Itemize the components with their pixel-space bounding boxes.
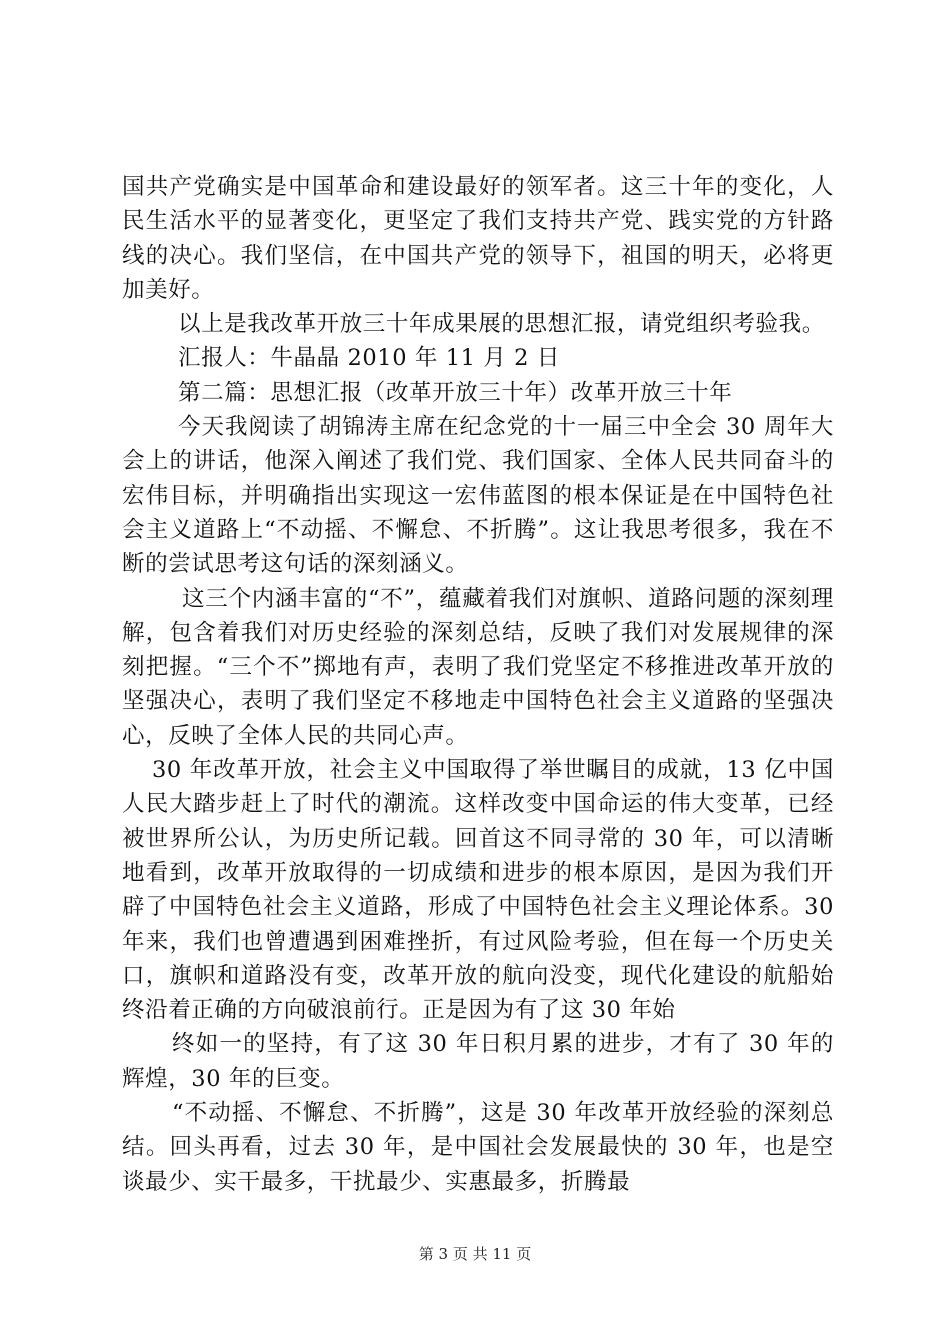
- paragraph-report-request: 以上是我改革开放三十年成果展的思想汇报，请党组织考验我。: [178, 311, 825, 338]
- paragraph-persistence: 终如一的坚持，有了这 30 年日积月累的进步，才有了 30 年的辉煌，30 年的巨变。: [122, 1031, 834, 1092]
- paragraph-speech-reading: 今天我阅读了胡锦涛主席在纪念党的十一届三中全会 30 周年大会上的讲话，他深入阐述了我们党、我们国家、全体人民共同奋斗的宏伟目标，并明确指出实现这一宏伟蓝图的根本保证是在中国特色社会主义道路上“不动摇、不懈怠、不折腾”。这让我思考很多，我在不断的尝试思考这句话的深刻涵义。: [122, 414, 834, 578]
- paragraph-experience-summary: “不动摇、不懈怠、不折腾”，这是 30 年改革开放经验的深刻总结。回头再看，过去 30 年，是中国社会发展最快的 30 年，也是空谈最少、实干最多，干扰最少、实惠最多，折腾最: [122, 1100, 834, 1195]
- paragraph-reporter-signature: 汇报人：牛晶晶 2010 年 11 月 2 日: [178, 345, 560, 372]
- section-heading-second-article: 第二篇：思想汇报（改革开放三十年）改革开放三十年: [178, 379, 733, 406]
- document-body: [122, 170, 834, 1199]
- paragraph-closing-belief: 国共产党确实是中国革命和建设最好的领军者。这三十年的变化，人民生活水平的显著变化，更坚定了我们支持共产党、践实党的方针路线的决心。我们坚信，在中国共产党的领导下，祖国的明天，必将更加美好。: [122, 174, 834, 303]
- paragraph-thirty-years-reform: 30 年改革开放，社会主义中国取得了举世瞩目的成就，13 亿中国人民大踏步赶上了时代的潮流。这样改变中国命运的伟大变革，已经被世界所公认，为历史所记载。回首这不同寻常的 30 年，可以清晰地看到，改革开放取得的一切成绩和进步的根本原因，是因为我们开辟了中国特色社会主义道路，形成了中国特色社会主义理论体系。30 年来，我们也曾遭遇到困难挫折，有过风险考验，但在每一个历史关口，旗帜和道路没有变，改革开放的航向没变，现代化建设的航船始终沿着正确的方向破浪前行。正是因为有了这 30 年始: [122, 757, 834, 1024]
- page-number-footer: 第 3 页 共 11 页: [418, 1245, 532, 1263]
- paragraph-three-nos: 这三个内涵丰富的“不”，蕴藏着我们对旗帜、道路问题的深刻理解，包含着我们对历史经验的深刻总结，反映了我们对发展规律的深刻把握。“三个不”掷地有声，表明了我们党坚定不移推进改革开放的坚强决心，表明了我们坚定不移地走中国特色社会主义道路的坚强决心，反映了全体人民的共同心声。: [122, 585, 834, 749]
